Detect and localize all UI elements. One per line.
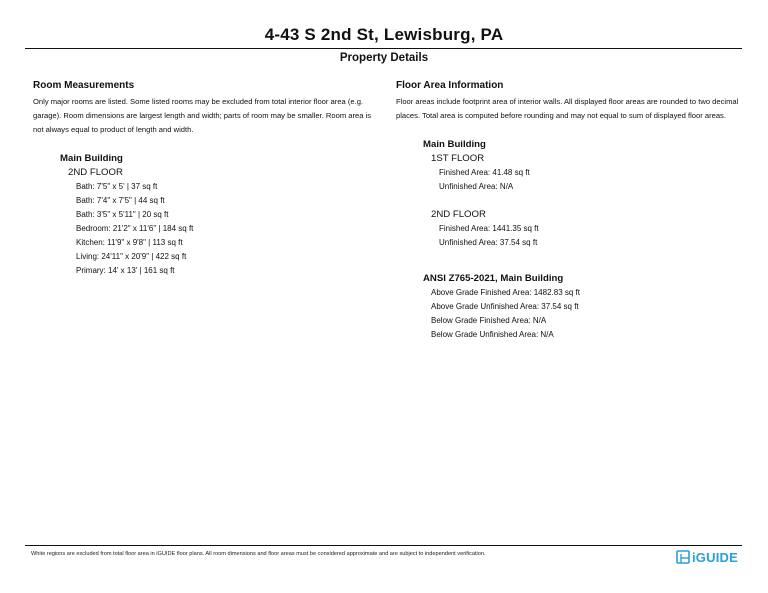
building-name: Main Building [60,153,123,164]
page-title: 4-43 S 2nd St, Lewisburg, PA [264,25,504,44]
footer-disclaimer: White regions are excluded from total floor area in iGUIDE floor plans. All room dimensions and floor areas must be considered approximate and are subject to independent verification. [31,551,486,557]
building-name: Main Building [423,139,486,150]
page-subtitle: Property Details [339,52,429,64]
room-item: Primary: 14' x 13' | 161 sq ft [76,266,175,275]
iguide-logo-text: iGUIDE [692,549,738,565]
room-item: Bath: 3'5" x 5'11" | 20 sq ft [76,210,169,219]
header-divider [25,48,742,49]
room-list-group [33,152,378,278]
floor-area-section [396,80,746,342]
finished-area: Finished Area: 1441.35 sq ft [439,224,539,233]
ansi-item: Above Grade Unfinished Area: 37.54 sq ft [431,302,579,311]
room-item: Bedroom: 21'2" x 11'6" | 184 sq ft [76,224,194,233]
floor-name: 1ST FLOOR [431,153,485,164]
unfinished-area: Unfinished Area: N/A [439,182,514,191]
unfinished-area: Unfinished Area: 37.54 sq ft [439,238,538,247]
iguide-logo-icon [676,550,690,564]
floor-name: 2ND FLOOR [431,209,486,220]
ansi-item: Below Grade Finished Area: N/A [431,316,547,325]
ansi-heading: ANSI Z765-2021, Main Building [423,273,564,284]
iguide-logo [676,549,738,565]
room-measurements-description: Only major rooms are listed. Some listed rooms may be excluded from total interior floor area (e.g. garage). Room dimensions are largest length and width; parts of room may be smaller. Room area is not always equal to product of length and width. [33,97,372,134]
floor-name: 2ND FLOOR [68,167,123,178]
floor-area-heading: Floor Area Information [396,80,504,91]
finished-area: Finished Area: 41.48 sq ft [439,168,530,177]
room-measurements-section [33,80,378,278]
room-item: Bath: 7'5" x 5' | 37 sq ft [76,182,158,191]
room-measurements-heading: Room Measurements [33,80,135,91]
ansi-item: Above Grade Finished Area: 1482.83 sq ft [431,288,580,297]
room-item: Kitchen: 11'9" x 9'8" | 113 sq ft [76,238,183,247]
ansi-item: Below Grade Unfinished Area: N/A [431,330,554,339]
room-item: Living: 24'11" x 20'9" | 422 sq ft [76,252,187,261]
footer-divider [25,545,742,546]
floor-area-description: Floor areas include footprint area of interior walls. All displayed floor areas are rounded to two decimal places. Total area is computed before rounding and may not equal to sum of displayed floor areas. [396,97,739,120]
floor-area-group [396,138,746,342]
room-item: Bath: 7'4" x 7'5" | 44 sq ft [76,196,165,205]
